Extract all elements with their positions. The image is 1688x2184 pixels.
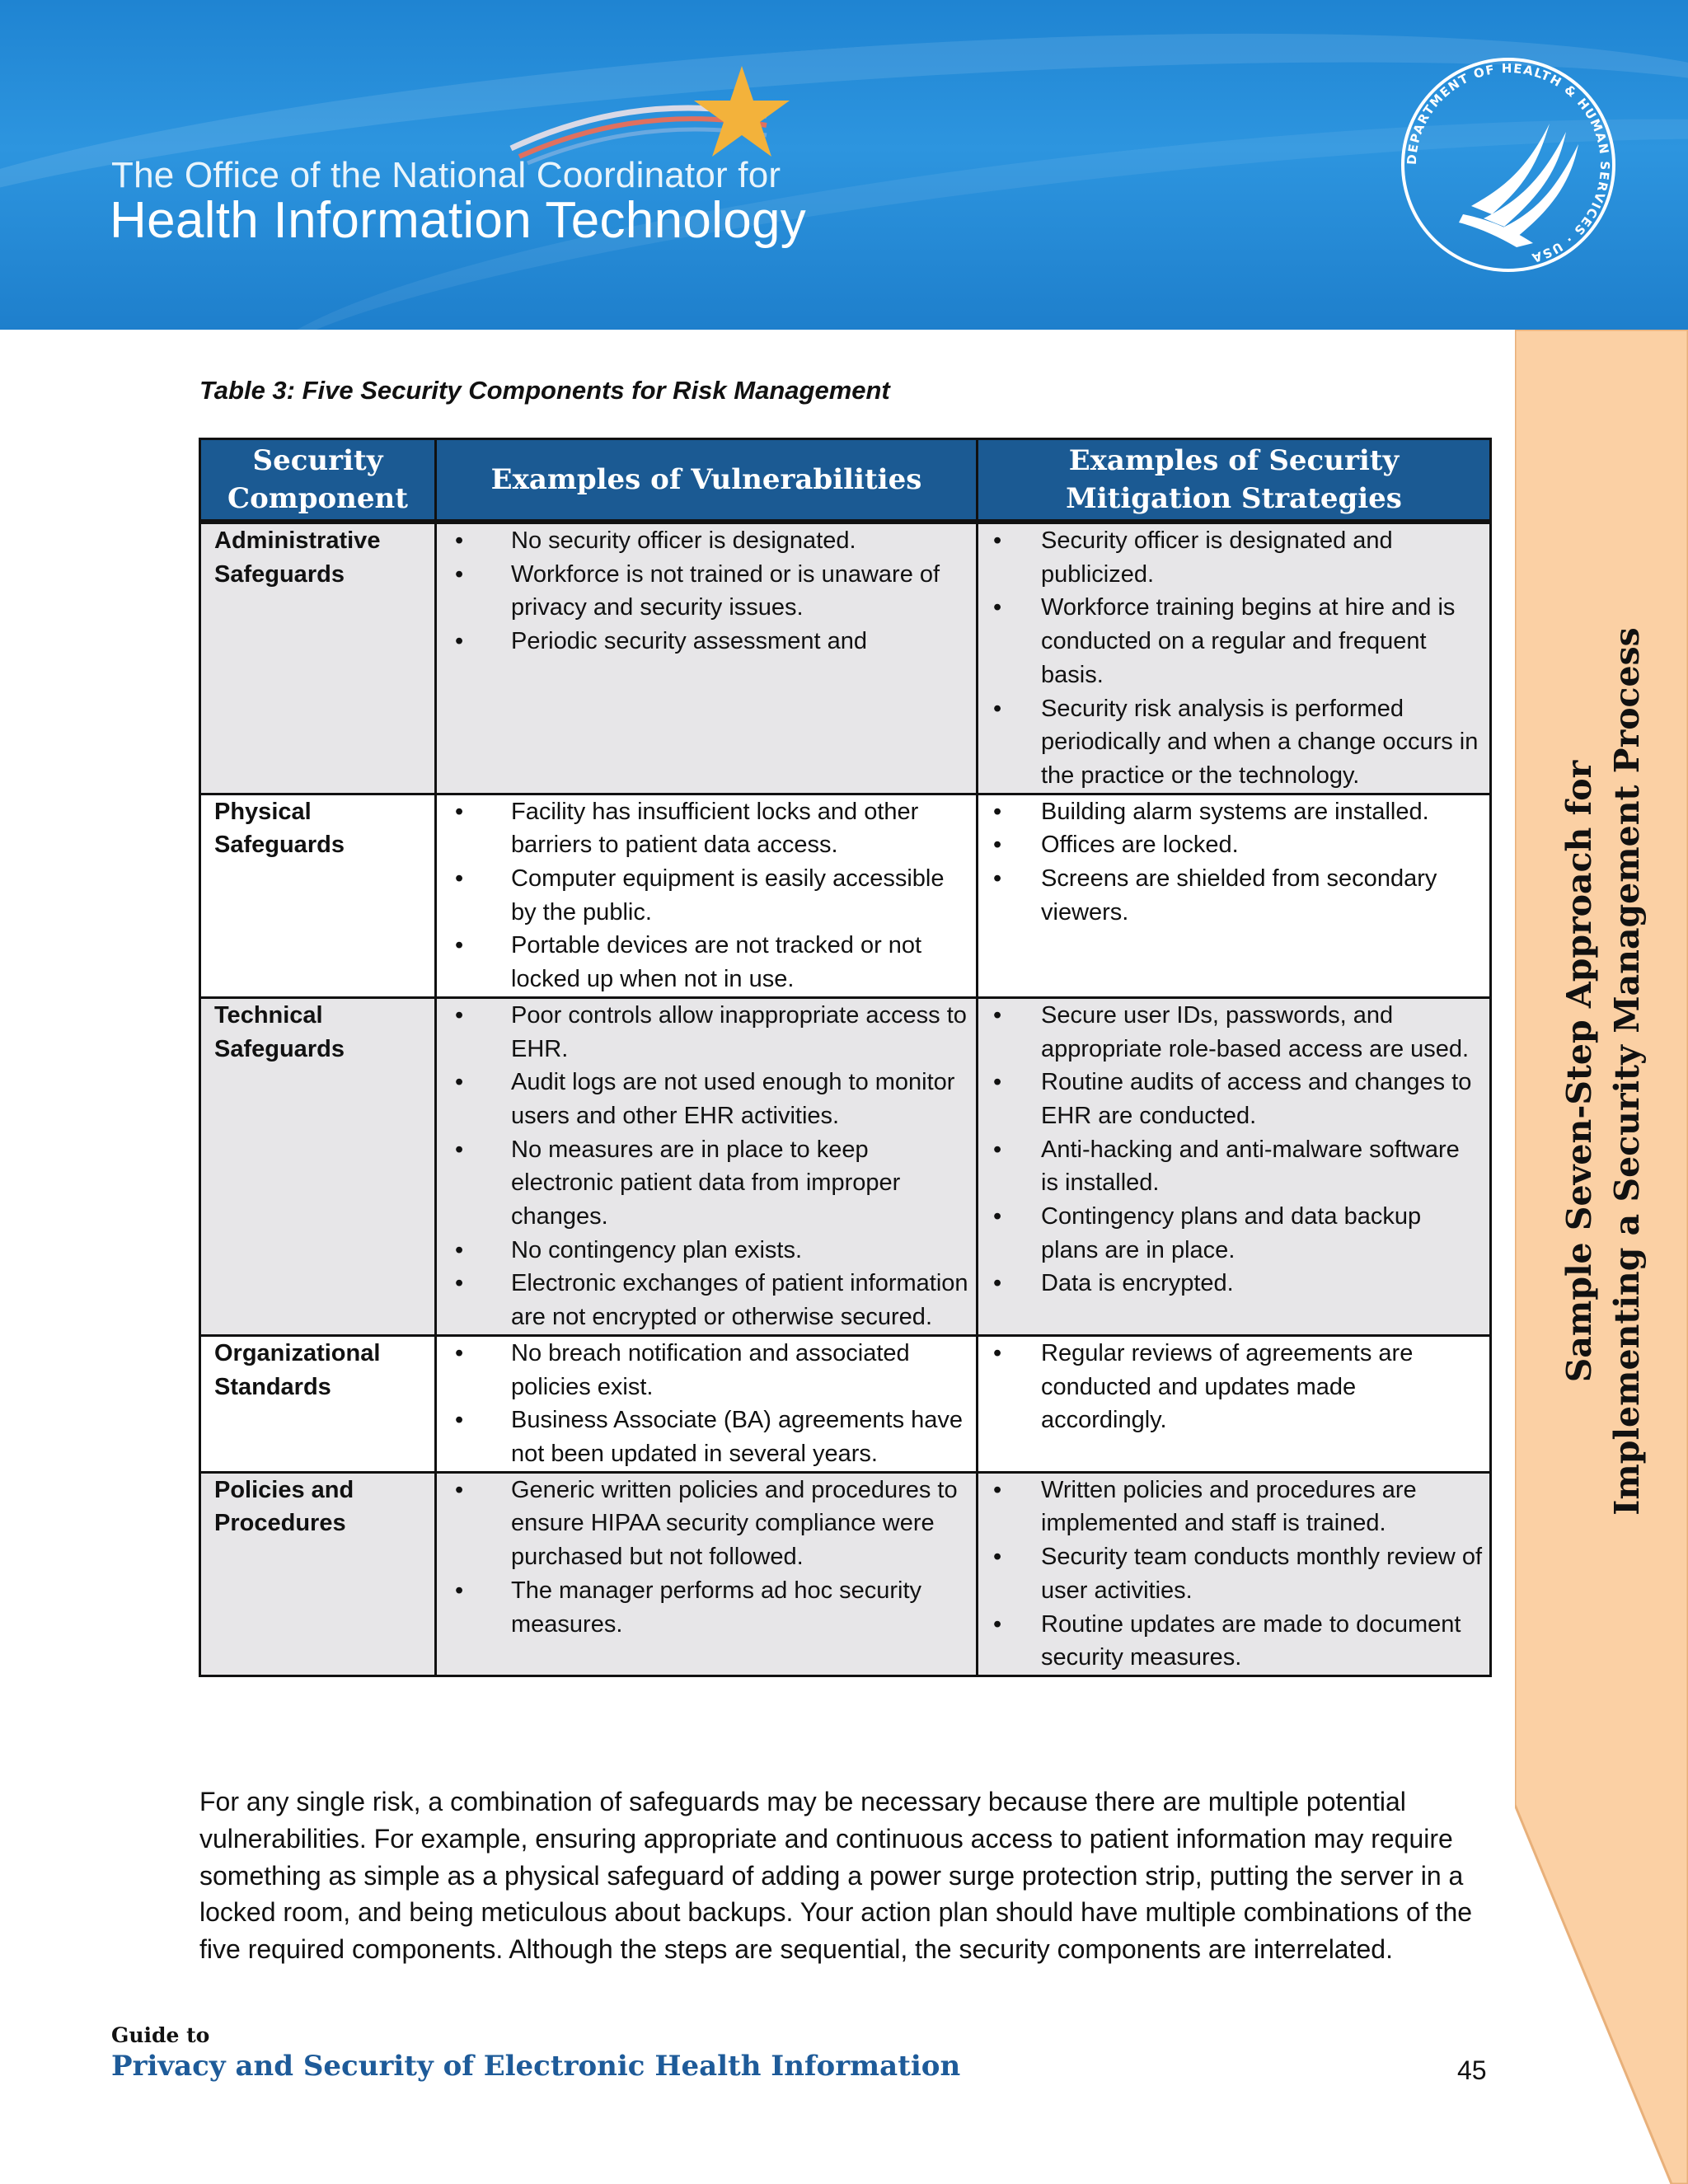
list-item: • Portable devices are not tracked or not locked up when not in use. (448, 929, 969, 996)
list-item: • Business Associate (BA) agreements have not been updated in several years. (448, 1404, 969, 1470)
vulnerabilities-cell (436, 1335, 978, 1472)
list-item: • Secure user IDs, passwords, and appropriate role-based access are used. (990, 999, 1483, 1066)
list-item: • Electronic exchanges of patient information are not encrypted or otherwise secured. (448, 1267, 969, 1333)
header-banner (0, 0, 1688, 330)
security-components-table (199, 438, 1492, 1677)
list-item: • Security risk analysis is performed periodically and when a change occurs in the practice or the technology. (990, 692, 1483, 793)
list-item: • Anti-hacking and anti-malware software is installed. (990, 1133, 1483, 1200)
mitigations-cell (978, 997, 1491, 1335)
table-row (200, 1472, 1491, 1675)
seal-ring-text: DEPARTMENT OF HEALTH & HUMAN SERVICES · USA (1404, 60, 1613, 266)
list-item: • No contingency plan exists. (448, 1234, 969, 1268)
component-label: Safeguards (214, 1035, 345, 1062)
component-cell (200, 794, 436, 997)
table-row (200, 1335, 1491, 1472)
list-item: • Building alarm systems are installed. (990, 795, 1483, 829)
table-row (200, 794, 1491, 997)
list-item: • No measures are in place to keep electronic patient data from improper changes. (448, 1133, 969, 1234)
component-label: Administrative (214, 527, 381, 554)
list-item: • Written policies and procedures are implemented and staff is trained. (990, 1474, 1483, 1540)
table-row (200, 997, 1491, 1335)
table-header-row (200, 439, 1491, 523)
list-item: • Security team conducts monthly review of user activities. (990, 1540, 1483, 1607)
footer-document-title: Privacy and Security of Electronic Health Information (111, 2050, 961, 2083)
list-item: • Facility has insufficient locks and other barriers to patient data access. (448, 795, 969, 862)
component-cell (200, 997, 436, 1335)
list-item: • Regular reviews of agreements are conducted and updates made accordingly. (990, 1337, 1483, 1437)
side-tab-label (1555, 627, 1651, 1516)
list-item: • The manager performs ad hoc security measures. (448, 1574, 969, 1641)
list-item: • Generic written policies and procedures to ensure HIPAA security compliance were purchased but not followed. (448, 1474, 969, 1574)
component-label: Technical (214, 1001, 323, 1029)
list-item: • Workforce training begins at hire and is conducted on a regular and frequent basis. (990, 591, 1483, 691)
vulnerabilities-cell (436, 1472, 978, 1675)
component-label: Safeguards (214, 560, 345, 588)
header-security-component: Security Component (200, 439, 436, 523)
list-item: • Periodic security assessment and (448, 625, 969, 658)
vulnerabilities-cell (436, 794, 978, 997)
mitigations-cell (978, 1472, 1491, 1675)
list-item: • Screens are shielded from secondary viewers. (990, 862, 1483, 929)
side-tab-line2: Implementing a Security Management Process (1607, 627, 1647, 1516)
org-name-line2: Health Information Technology (110, 192, 807, 249)
list-item: • Contingency plans and data backup plans are in place. (990, 1200, 1483, 1267)
list-item: • No security officer is designated. (448, 524, 969, 558)
component-cell (200, 1472, 436, 1675)
component-cell (200, 522, 436, 794)
mitigations-cell (978, 794, 1491, 997)
header-mitigation-strategies: Examples of Security Mitigation Strategies (978, 439, 1491, 523)
org-name-line1: The Office of the National Coordinator for (111, 155, 781, 195)
list-item: • Audit logs are not used enough to monitor users and other EHR activities. (448, 1066, 969, 1132)
component-label: Physical (214, 798, 312, 825)
component-cell (200, 1335, 436, 1472)
component-label: Procedures (214, 1510, 346, 1537)
list-item: • Poor controls allow inappropriate access to EHR. (448, 999, 969, 1066)
header-vulnerabilities: Examples of Vulnerabilities (436, 439, 978, 523)
list-item: • Workforce is not trained or is unaware of privacy and security issues. (448, 558, 969, 625)
table-caption: Table 3: Five Security Components for Risk Management (199, 376, 890, 405)
vulnerabilities-cell (436, 522, 978, 794)
body-paragraph: For any single risk, a combination of safeguards may be necessary because there are multiple potential vulnerabilities. For example, ensuring appropriate and continuous access to patient information may require something as simple as a physical safeguard of adding a power surge protection strip, putting the server in a locked room, and being meticulous about backups. Your action plan should have multiple combinations of the five required components. Although the steps are sequential, the security components are interrelated. (199, 1787, 1473, 1965)
list-item: • Routine updates are made to document security measures. (990, 1608, 1483, 1675)
list-item: • Computer equipment is easily accessible by the public. (448, 862, 969, 929)
component-label: Safeguards (214, 832, 345, 859)
mitigations-cell (978, 1335, 1491, 1472)
footer-guide-label: Guide to (111, 2023, 210, 2047)
table-row (200, 522, 1491, 794)
hhs-seal-logo (1393, 49, 1624, 280)
list-item: • Data is encrypted. (990, 1267, 1483, 1301)
list-item: • Security officer is designated and publicized. (990, 524, 1483, 591)
mitigations-cell (978, 522, 1491, 794)
component-label: Organizational (214, 1339, 381, 1366)
list-item: • No breach notification and associated policies exist. (448, 1337, 969, 1404)
list-item: • Routine audits of access and changes to EHR are conducted. (990, 1066, 1483, 1132)
component-label: Policies and (214, 1476, 354, 1503)
page-number: 45 (1457, 2055, 1487, 2085)
vulnerabilities-cell (436, 997, 978, 1335)
component-label: Standards (214, 1373, 331, 1400)
side-tab-line1: Sample Seven-Step Approach for (1559, 760, 1599, 1383)
list-item: • Offices are locked. (990, 828, 1483, 862)
